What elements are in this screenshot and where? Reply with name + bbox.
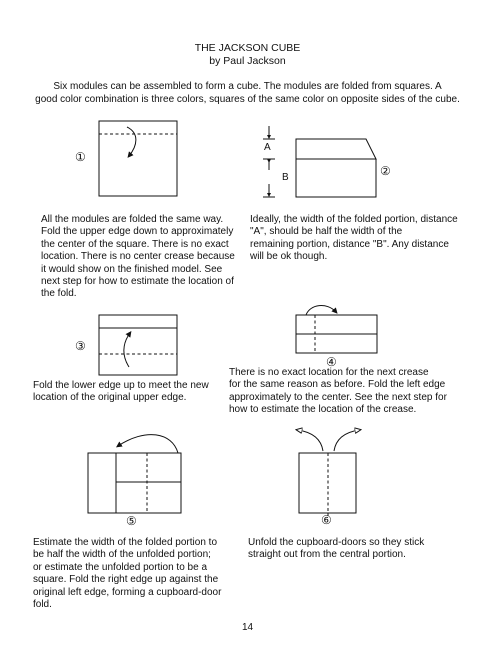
- paper-rect: [88, 453, 181, 513]
- fold-up-arrow: [124, 333, 130, 367]
- text-line: fold.: [33, 599, 52, 611]
- step-number: ①: [75, 150, 86, 164]
- text-line: will be ok though.: [250, 251, 328, 263]
- text-line: original left edge, forming a cupboard-door: [33, 586, 222, 598]
- text-line: location of the original upper edge.: [33, 392, 187, 404]
- step-number: ④: [326, 355, 337, 369]
- step4-diagram: [296, 306, 377, 353]
- text-line: Unfold the cupboard-doors so they stick: [248, 537, 425, 548]
- paper-body: [296, 159, 376, 197]
- paper-rect: [99, 315, 177, 375]
- text-line: square. Fold the right edge up against the: [33, 574, 219, 586]
- step6-text: [248, 537, 478, 562]
- distance-label-b: B: [282, 172, 289, 183]
- text-line: how to estimate the location of the crease.: [229, 404, 417, 416]
- text-line: remaining portion, distance "B". Any distance: [250, 238, 449, 250]
- step3-text: [33, 380, 243, 405]
- fold-over-arrow: [118, 435, 178, 453]
- intro-line: Six modules can be assembled to form a cube. The modules are folded from squares. A: [53, 81, 442, 92]
- text-line: next step for how to estimate the location of: [41, 276, 234, 288]
- step5-diagram: [88, 435, 181, 513]
- fold-down-arrow: [127, 127, 136, 156]
- fold-over-arrow: [306, 306, 336, 315]
- text-line: Ideally, the width of the folded portion, distance: [250, 214, 458, 225]
- text-line: be half the width of the unfolded portion;: [33, 549, 211, 561]
- text-line: location. There is no center crease because: [41, 251, 235, 263]
- unfold-right-arrow: [334, 430, 359, 451]
- paper-rect: [296, 315, 377, 353]
- step-number: ②: [380, 164, 391, 178]
- text-line: approximately to the center. See the next step for: [229, 391, 447, 403]
- text-line: it would show on the finished model. See: [41, 263, 223, 275]
- step5-text: [33, 537, 248, 611]
- text-line: the center of the square. There is no exact: [41, 238, 229, 250]
- author-byline: by Paul Jackson: [209, 55, 286, 67]
- step4-text: [229, 367, 489, 417]
- step-number: ⑤: [126, 514, 137, 528]
- text-line: "A", should be half the width of the: [250, 226, 403, 238]
- step1-diagram: [99, 121, 177, 196]
- step3-diagram: [99, 315, 177, 375]
- step2-diagram: [263, 126, 376, 197]
- page-title: THE JACKSON CUBE: [194, 42, 301, 54]
- text-line: There is no exact location for the next crease: [229, 367, 429, 378]
- text-line: the fold.: [41, 288, 77, 300]
- step1-text: [41, 214, 251, 301]
- intro-line: good color combination is three colors, squares of the same color on opposite sides of the cube.: [35, 93, 460, 105]
- folded-flap: [296, 139, 376, 159]
- step6-diagram: [298, 430, 359, 516]
- text-line: All the modules are folded the same way.: [41, 214, 224, 225]
- text-line: or estimate the unfolded portion to be a: [33, 561, 208, 573]
- text-line: straight out from the central portion.: [248, 549, 406, 561]
- step-number: ③: [75, 339, 86, 353]
- unfold-left-arrow: [298, 430, 323, 451]
- square-paper: [99, 121, 177, 196]
- step2-text: [250, 214, 490, 264]
- text-line: for the same reason as before. Fold the left edge: [229, 379, 446, 391]
- text-line: Fold the upper edge down to approximately: [41, 226, 234, 238]
- page-number: 14: [241, 622, 254, 633]
- distance-label-a: A: [264, 142, 271, 153]
- text-line: Estimate the width of the folded portion to: [33, 537, 217, 548]
- paper-rect: [299, 453, 356, 513]
- intro-paragraph: [0, 81, 495, 106]
- text-line: Fold the lower edge up to meet the new: [33, 380, 209, 391]
- step-number: ⑥: [321, 513, 332, 527]
